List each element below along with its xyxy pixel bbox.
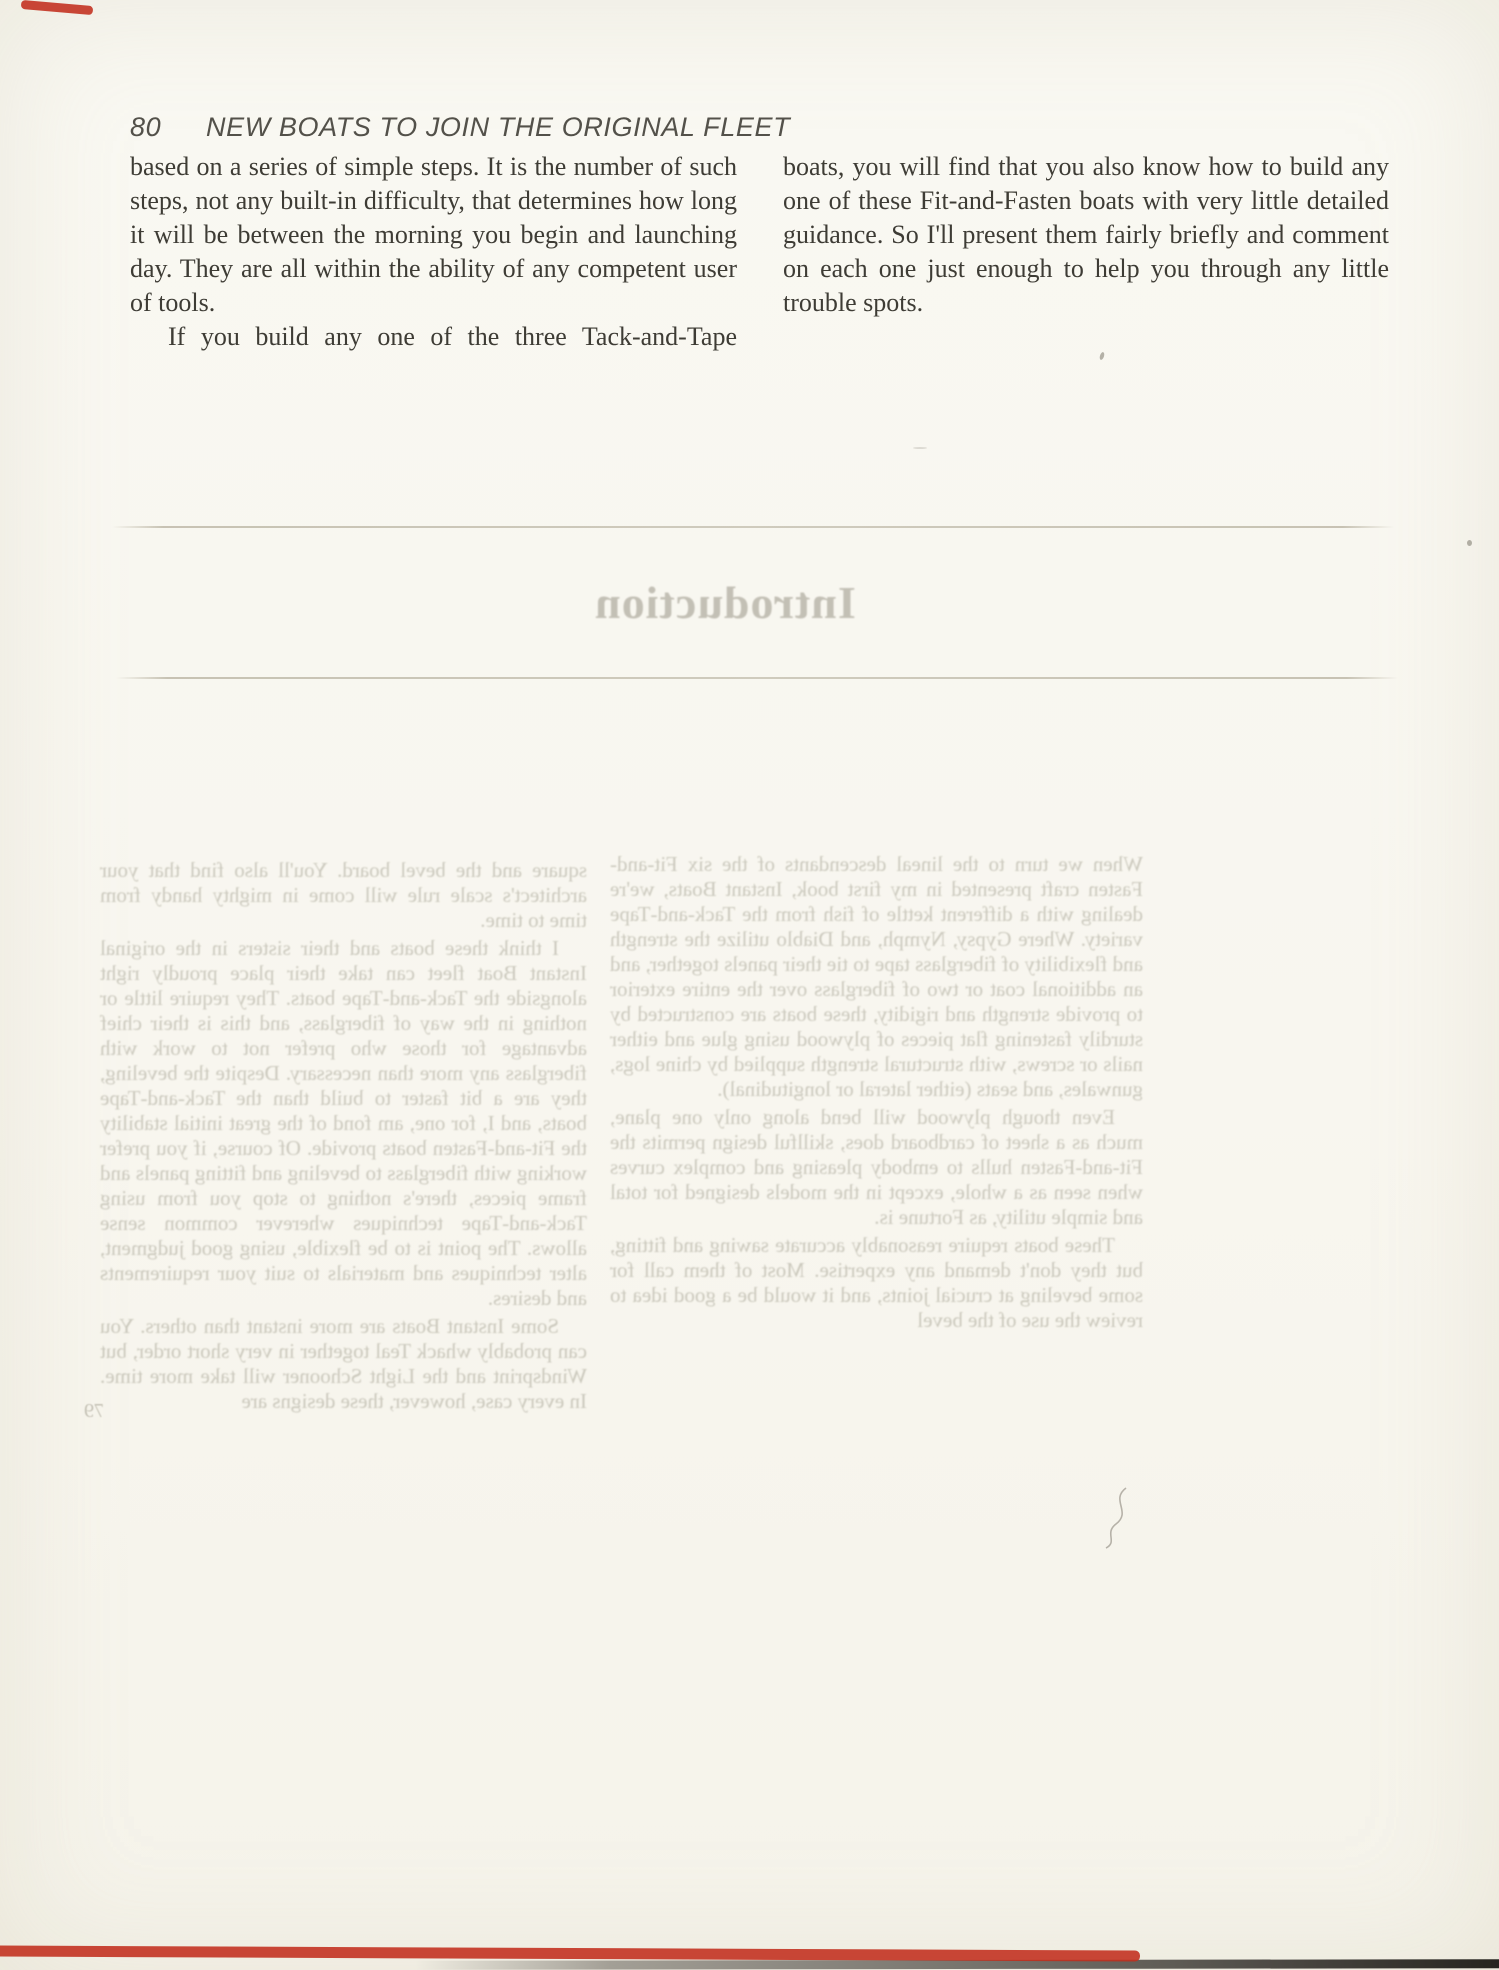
bleed-through-rule-bottom — [116, 677, 1398, 679]
bleed-paragraph: Even though plywood will bend along only one plane, much as a sheet of cardboard does, skillful design permits the Fit-and-Fasten hulls to embody pleasing and complex curves when seen as a whole, except in the models designed for total and simple utility, as Fortune is. — [610, 1105, 1143, 1229]
scan-speck — [913, 447, 927, 449]
bleed-paragraph: These boats require reasonably accurate sawing and fitting, but they don't demand any expertise. Most of them call for some beveling at crucial joints, and it would be a good idea to review the use of the bevel — [610, 1233, 1143, 1332]
bleed-through-rule-top — [112, 526, 1394, 528]
running-head-title: NEW BOATS TO JOIN THE ORIGINAL FLEET — [206, 112, 791, 142]
running-head — [130, 112, 1350, 143]
right-text-column — [783, 150, 1389, 320]
paragraph: based on a series of simple steps. It is the number of such steps, not any built-in difficulty, that determines how long it will be between the morning you begin and launching day. They are all within the ability of any competent user of tools. — [130, 152, 737, 317]
scan-hair-artifact — [1092, 1486, 1136, 1550]
bleed-through-left-block — [100, 858, 587, 1417]
left-text-column — [130, 150, 737, 354]
bleed-paragraph: square and the bevel board. You'll also find that your architect's scale rule will come in mighty handy from time to time. — [100, 858, 587, 932]
bleed-paragraph: When we turn to the lineal descendants of the six Fit-and-Fasten craft presented in my first book, Instant Boats, we're dealing with a different kettle of fish from the Tack-and-Tape variety. Where Gypsy, Nymph, and Diablo utilize the strength and flexibility of fiberglass tape to tie their panels together, and an additional coat or two of fiberglass over the entire exterior to provide strength and rigidity, these boats are constructed by sturdily fastening flat pieces of plywood using glue and either nails or screws, with structural strength supplied by chine logs, gunwales, and seats (either lateral or longitudinal). — [610, 852, 1143, 1101]
red-edge-mark-bottom — [0, 1945, 1140, 1961]
bleed-through-page-number: 79 — [84, 1400, 104, 1422]
page-number: 80 — [130, 112, 162, 142]
red-edge-mark-top-left — [21, 0, 94, 15]
bleed-paragraph: Some Instant Boats are more instant than others. You can probably whack Teal together in very short order, but Windsprint and the Light Schooner will take more time. In every case, however, these designs are — [100, 1314, 587, 1413]
bleed-paragraph: I think these boats and their sisters in the original Instant Boat fleet can take their place proudly right alongside the Tack-and-Tape boats. They require little or nothing in the way of fiberglass, and this is their chief advantage for those who prefer not to work with fiberglass any more than necessary. Despite the beveling, they are a bit faster to build than the Tack-and-Tape boats, and I, for one, am fond of the great initial stability the Fit-and-Fasten boats provide. Of course, if you prefer working with fiberglass to beveling and fitting panels and frame pieces, there's nothing to stop you from using Tack-and-Tape techniques wherever common sense allows. The point is to be flexible, using good judgment, alter techniques and materials to suit your requirements and desires. — [100, 936, 587, 1310]
bleed-through-right-block — [610, 852, 1143, 1336]
bleed-through-chapter-title: Introduction — [594, 577, 856, 628]
scan-speck — [1099, 352, 1105, 361]
scan-speck — [1467, 540, 1472, 546]
paragraph: If you build any one of the three Tack-and-Tape — [168, 322, 737, 351]
paragraph: boats, you will find that you also know how to build any one of these Fit-and-Fasten boats with very little detailed guidance. So I'll present them fairly briefly and comment on each one just enough to help you through any little trouble spots. — [783, 152, 1389, 317]
scan-bottom-edge-shadow — [415, 1959, 1499, 1970]
